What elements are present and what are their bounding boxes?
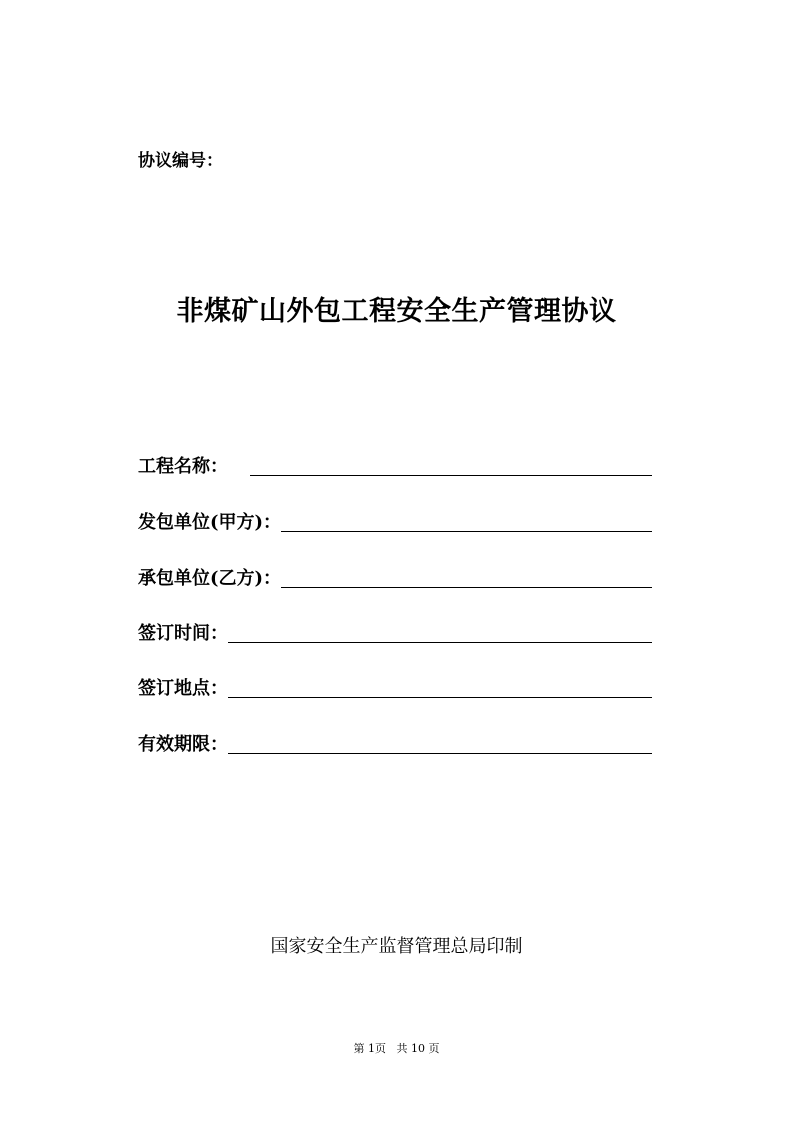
field-row-validity-period — [138, 728, 652, 758]
publisher-line: 国家安全生产监督管理总局印制 — [270, 936, 523, 957]
field-row-signing-place — [138, 672, 652, 702]
field-line-signing-place[interactable] — [228, 697, 652, 698]
field-label-contractor-party-a: 发包单位(甲方)： — [138, 512, 282, 533]
field-label-signing-date: 签订时间： — [138, 623, 228, 644]
field-line-contractor-party-a[interactable] — [281, 531, 652, 532]
field-label-project-name: 工程名称： — [138, 456, 228, 477]
agreement-number-label: 协议编号： — [138, 151, 223, 171]
field-label-validity-period: 有效期限： — [138, 734, 228, 755]
field-row-subcontractor-party-b — [138, 562, 652, 592]
field-line-signing-date[interactable] — [228, 642, 652, 643]
field-row-project-name — [138, 450, 652, 480]
field-row-signing-date — [138, 617, 652, 647]
page-footer: 第 1页 共 10 页 — [353, 1042, 440, 1055]
field-line-project-name[interactable] — [250, 475, 652, 476]
document-title: 非煤矿山外包工程安全生产管理协议 — [176, 296, 617, 327]
field-row-contractor-party-a — [138, 506, 652, 536]
field-line-subcontractor-party-b[interactable] — [281, 587, 652, 588]
field-label-signing-place: 签订地点： — [138, 678, 228, 699]
field-line-validity-period[interactable] — [228, 753, 652, 754]
field-label-subcontractor-party-b: 承包单位(乙方)： — [138, 568, 282, 589]
